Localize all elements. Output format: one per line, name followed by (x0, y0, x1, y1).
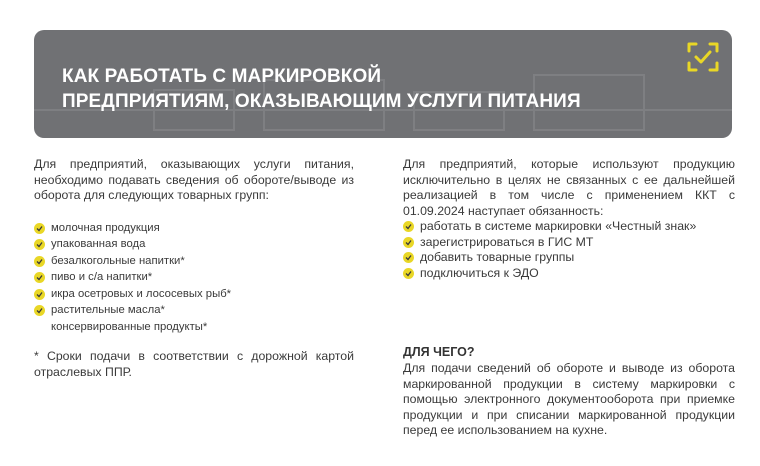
header-banner (34, 30, 732, 138)
check-icon (34, 305, 45, 316)
title-line-1: КАК РАБОТАТЬ С МАРКИРОВКОЙ (62, 66, 382, 87)
left-intro: Для предприятий, оказывающих услуги питания, необходимо подавать сведения об обороте/выводе из оборота для следующих товарных групп: (34, 157, 354, 202)
check-icon (34, 223, 45, 234)
check-icon (403, 221, 414, 232)
left-column (34, 157, 354, 380)
right-column (403, 157, 735, 281)
list-item: растительные масла* (34, 302, 354, 319)
check-icon (403, 268, 414, 279)
list-item: подключиться к ЭДО (403, 266, 735, 282)
product-group-list (34, 220, 354, 336)
list-item-continuation: консервированные продукты* (51, 320, 208, 333)
check-icon (34, 272, 45, 283)
why-text: Для подачи сведений об обороте и выводе из оборота маркированной продукции в систему маркировки с помощью электронного документооборота при приемке продукции и при списании маркированной продукции перед ее использованием на кухне. (403, 361, 735, 437)
list-item: добавить товарные группы (403, 250, 735, 266)
check-icon (34, 239, 45, 250)
list-item: работать в системе маркировки «Честный знак» (403, 219, 735, 235)
obligation-list (403, 219, 735, 281)
list-item: зарегистрироваться в ГИС МТ (403, 235, 735, 251)
check-icon (403, 237, 414, 248)
why-heading: ДЛЯ ЧЕГО? (403, 345, 475, 359)
title-line-2: ПРЕДПРИЯТИЯМ, ОКАЗЫВАЮЩИМ УСЛУГИ ПИТАНИЯ (62, 91, 581, 112)
scan-check-icon (686, 40, 720, 74)
check-icon (34, 256, 45, 267)
page-title (62, 64, 581, 114)
list-item: безалкогольные напитки* (34, 253, 354, 270)
list-item: упакованная вода (34, 236, 354, 253)
right-intro: Для предприятий, которые используют продукцию исключительно в целях не связанных с ее дальнейшей реализацией в том числе с применением ККТ с 01.09.2024 наступает обязанность: (403, 157, 735, 218)
deadline-note: * Сроки подачи в соответствии с дорожной картой отраслевых ППР. (34, 349, 354, 379)
check-icon (403, 252, 414, 263)
list-item: молочная продукция (34, 220, 354, 237)
list-item: пиво и с/а напитки* (34, 269, 354, 286)
check-icon (34, 289, 45, 300)
list-item: икра осетровых и лососевых рыб* (34, 286, 354, 303)
